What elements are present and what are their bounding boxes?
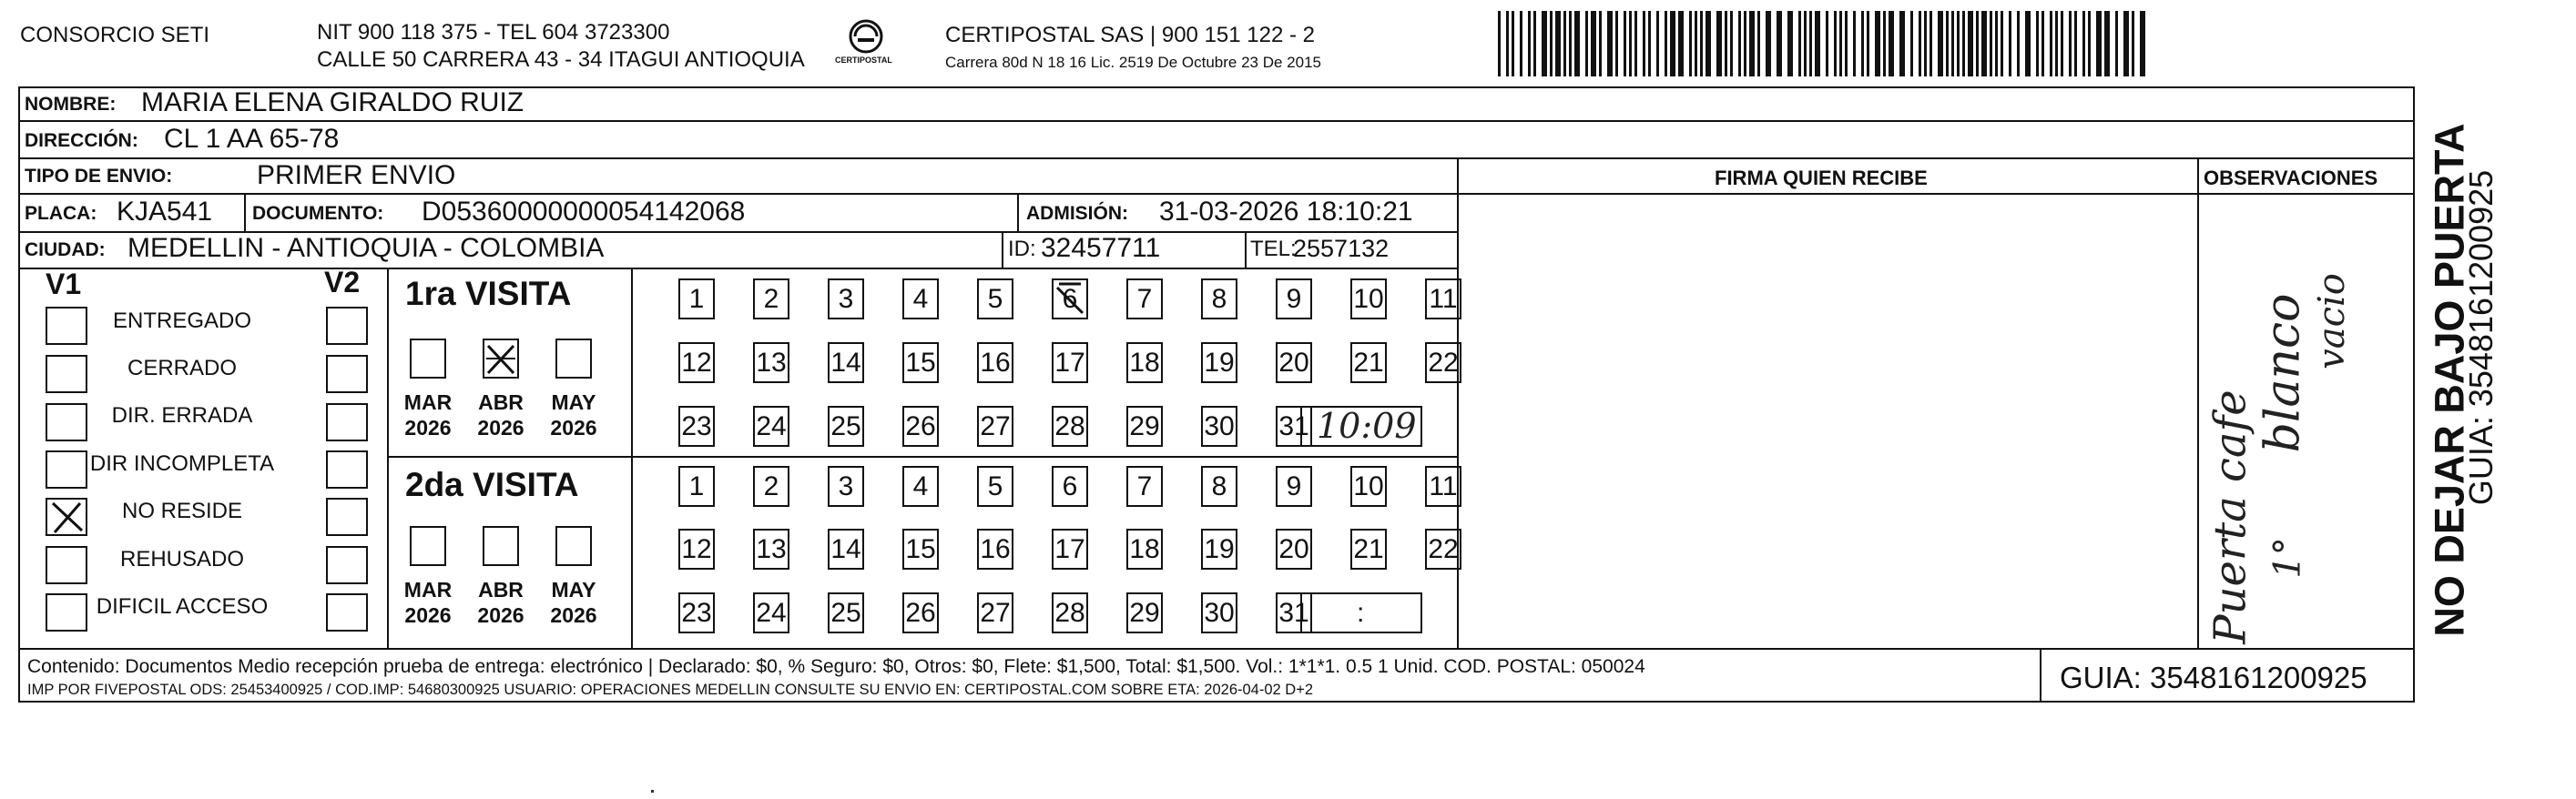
day-number: 16 (980, 347, 1011, 378)
barcode-bar (1695, 11, 1697, 76)
day-cell[interactable] (1052, 529, 1088, 570)
day-number: 7 (1136, 470, 1153, 501)
day-cell[interactable] (678, 406, 715, 447)
month-year: 2026 (404, 416, 452, 440)
day-number: 14 (830, 533, 861, 564)
day-cell[interactable] (678, 278, 715, 319)
day-number: 17 (1054, 347, 1085, 378)
barcode-bar (1951, 11, 1954, 76)
day-cell[interactable] (753, 592, 789, 633)
day-number: 22 (1428, 347, 1459, 378)
barcode-bar (1919, 11, 1921, 76)
day-cell[interactable] (902, 406, 939, 447)
day-cell[interactable] (828, 342, 864, 383)
day-cell[interactable] (1126, 342, 1163, 383)
day-number: 18 (1129, 347, 1160, 378)
v2-label: V2 (324, 266, 361, 298)
barcode-bar (1629, 11, 1632, 76)
barcode-bar (1981, 11, 1987, 76)
status-label: CERRADO (127, 356, 237, 380)
barcode-bar (1875, 11, 1880, 76)
day-cell[interactable] (678, 342, 715, 383)
barcode-bar (1804, 11, 1807, 76)
barcode-bar (1839, 11, 1842, 76)
day-number: 9 (1286, 283, 1302, 314)
month-year: 2026 (404, 603, 452, 627)
month-checkbox[interactable] (555, 526, 592, 566)
barcode-bar (1867, 11, 1869, 76)
day-number: 13 (756, 533, 787, 564)
month-year: 2026 (550, 416, 597, 440)
day-cell[interactable] (977, 592, 1013, 633)
barcode-bar (1569, 11, 1572, 76)
day-number: 19 (1204, 347, 1235, 378)
day-number: 31 (1278, 597, 1309, 628)
day-number: 23 (681, 597, 712, 628)
firma-label: FIRMA QUIEN RECIBE (1715, 167, 1928, 189)
barcode-bar (1591, 11, 1596, 76)
status-label: DIFICIL ACCESO (96, 594, 269, 619)
day-cell[interactable] (753, 278, 789, 319)
day-number: 6 (1062, 283, 1078, 314)
day-number: 7 (1136, 283, 1153, 314)
day-cell[interactable] (1052, 592, 1088, 633)
day-number: 14 (830, 347, 861, 378)
day-number: 29 (1129, 410, 1160, 441)
barcode (1498, 11, 2153, 76)
address-line: CALLE 50 CARRERA 43 - 34 ITAGUI ANTIOQUIA (317, 47, 805, 72)
second-visit-title: 2da VISITA (405, 466, 579, 503)
month-checkbox[interactable] (410, 526, 446, 566)
day-cell[interactable] (902, 342, 939, 383)
logo-text: CERTIPOSTAL (835, 56, 892, 65)
day-cell[interactable] (1276, 278, 1312, 319)
day-cell[interactable] (1126, 406, 1163, 447)
barcode-bar (1929, 11, 1932, 76)
day-number: 3 (838, 470, 854, 501)
status-label: REHUSADO (119, 547, 245, 571)
handwritten-obs-3: vacio (2310, 273, 2353, 369)
day-cell[interactable] (678, 466, 715, 507)
day-cell[interactable] (828, 406, 864, 447)
v2-checkbox[interactable] (326, 450, 368, 489)
tel-label: TEL: (1250, 237, 1297, 261)
day-number: 9 (1286, 470, 1302, 501)
day-cell[interactable] (1201, 529, 1237, 570)
barcode-bar (1555, 11, 1561, 76)
day-number: 6 (1062, 470, 1078, 501)
barcode-bar (1634, 11, 1637, 76)
day-number: 30 (1204, 410, 1235, 441)
day-cell[interactable] (902, 466, 939, 507)
barcode-bar (1766, 11, 1771, 76)
month-year: 2026 (477, 603, 524, 627)
day-number: 17 (1054, 533, 1085, 564)
month-name: ABR (478, 578, 524, 602)
barcode-bar (1990, 11, 1992, 76)
day-cell[interactable] (753, 406, 789, 447)
barcode-bar (2082, 11, 2085, 76)
nit-line: NIT 900 118 375 - TEL 604 3723300 (317, 20, 670, 45)
day-number: 10 (1353, 283, 1384, 314)
license-line: Carrera 80d N 18 16 Lic. 2519 De Octubre 23 De 2015 (945, 54, 1321, 71)
month-name: MAY (551, 390, 596, 414)
barcode-bar (1689, 11, 1692, 76)
v2-checkbox[interactable] (326, 546, 368, 584)
nombre-label: NOMBRE: (25, 94, 117, 115)
nombre-value: MARIA ELENA GIRALDO RUIZ (141, 87, 524, 117)
barcode-bar (2050, 11, 2052, 76)
day-cell[interactable] (1350, 278, 1387, 319)
day-number: 22 (1428, 533, 1459, 564)
day-cell[interactable] (828, 529, 864, 570)
month-checkbox[interactable] (483, 526, 519, 566)
barcode-bar (1643, 11, 1645, 76)
day-cell[interactable] (678, 529, 715, 570)
id-label: ID: (1008, 237, 1036, 261)
month-checkbox[interactable] (410, 339, 446, 379)
day-cell[interactable] (1425, 466, 1461, 507)
day-cell[interactable] (753, 529, 789, 570)
day-mark-icon (1054, 280, 1086, 318)
barcode-bar (1946, 11, 1949, 76)
handwritten-obs-4: 1° (2266, 537, 2309, 579)
v2-checkbox[interactable] (326, 593, 368, 632)
month-name: ABR (478, 390, 524, 414)
status-label: DIR. ERRADA (111, 403, 253, 428)
documento-label: DOCUMENTO: (252, 203, 384, 224)
day-number: 31 (1278, 410, 1309, 441)
second-visit-time: : (1357, 598, 1365, 628)
day-number: 23 (681, 410, 712, 441)
barcode-bar (1563, 11, 1566, 76)
barcode-bar (2132, 11, 2134, 76)
barcode-bar (1705, 11, 1711, 76)
day-cell[interactable] (1126, 592, 1163, 633)
barcode-bar (1607, 11, 1613, 76)
day-number: 24 (756, 410, 787, 441)
barcode-bar (2123, 11, 2129, 76)
day-number: 30 (1204, 597, 1235, 628)
day-cell[interactable] (977, 406, 1013, 447)
barcode-bar (1787, 11, 1793, 76)
day-number: 10 (1353, 470, 1384, 501)
barcode-bar (1957, 11, 1960, 76)
day-cell[interactable] (1126, 529, 1163, 570)
barcode-bar (1798, 11, 1801, 76)
company-name: CONSORCIO SETI (20, 23, 210, 47)
barcode-bar (2115, 11, 2118, 76)
barcode-bar (1738, 11, 1741, 76)
v2-checkbox[interactable] (326, 403, 368, 441)
certipostal-logo (833, 18, 899, 73)
barcode-bar (1599, 11, 1602, 76)
day-number: 11 (1429, 283, 1458, 314)
barcode-bar (1777, 11, 1782, 76)
day-number: 4 (912, 470, 929, 501)
tipo-label: TIPO DE ENVIO: (25, 166, 173, 187)
barcode-bar (2088, 11, 2091, 76)
footer-guia: GUIA: 3548161200925 (2060, 661, 2367, 694)
barcode-bar (1749, 11, 1755, 76)
day-number: 11 (1429, 470, 1458, 501)
day-number: 1 (688, 283, 705, 314)
barcode-bar (1542, 11, 1547, 76)
month-year: 2026 (477, 416, 524, 440)
day-number: 20 (1278, 347, 1309, 378)
certipostal-line: CERTIPOSTAL SAS | 900 151 122 - 2 (945, 23, 1315, 47)
day-cell[interactable] (678, 592, 715, 633)
day-cell[interactable] (753, 342, 789, 383)
day-cell[interactable] (977, 529, 1013, 570)
barcode-bar (1574, 11, 1580, 76)
day-number: 13 (756, 347, 787, 378)
v1-label: V1 (46, 268, 82, 300)
placa-label: PLACA: (25, 203, 97, 224)
barcode-bar (1815, 11, 1820, 76)
day-cell[interactable] (1201, 466, 1237, 507)
barcode-bar (1624, 11, 1626, 76)
day-cell[interactable] (1201, 342, 1237, 383)
placa-value: KJA541 (117, 197, 213, 227)
barcode-bar (1730, 11, 1733, 76)
month-name: MAY (551, 578, 596, 602)
day-cell[interactable] (1126, 466, 1163, 507)
barcode-bar (1826, 11, 1828, 76)
barcode-bar (1853, 11, 1856, 76)
day-number: 5 (987, 470, 1003, 501)
status-label: DIR INCOMPLETA (89, 451, 275, 476)
day-cell[interactable] (828, 466, 864, 507)
admision-label: ADMISIÓN: (1026, 203, 1128, 224)
day-number: 24 (756, 597, 787, 628)
day-cell[interactable] (1350, 466, 1387, 507)
day-number: 21 (1353, 533, 1384, 564)
check-x-icon (484, 340, 517, 377)
barcode-bar (1615, 11, 1618, 76)
day-number: 26 (905, 410, 936, 441)
day-number: 20 (1278, 533, 1309, 564)
day-number: 1 (688, 470, 705, 501)
day-cell[interactable] (1201, 278, 1237, 319)
barcode-bar (1924, 11, 1927, 76)
barcode-bar (1995, 11, 1998, 76)
day-cell[interactable] (902, 529, 939, 570)
barcode-bar (1938, 11, 1943, 76)
tipo-value: PRIMER ENVIO (257, 160, 456, 190)
barcode-bar (2017, 11, 2020, 76)
barcode-bar (1656, 11, 1659, 76)
ciudad-label: CIUDAD: (25, 239, 106, 260)
barcode-bar (2140, 11, 2145, 76)
side-text (2418, 86, 2576, 703)
month-year: 2026 (550, 603, 597, 627)
handwritten-obs-1: Puerta cafe (2204, 389, 2256, 644)
v2-checkbox[interactable] (326, 498, 368, 536)
direccion-value: CL 1 AA 65-78 (164, 124, 340, 154)
day-number: 21 (1353, 347, 1384, 378)
barcode-bars (1498, 11, 2153, 76)
day-number: 26 (905, 597, 936, 628)
day-number: 8 (1211, 470, 1227, 501)
side-main-text: NO DEJAR BAJO PUERTA (2426, 123, 2473, 637)
barcode-bar (1910, 11, 1913, 76)
month-checkbox[interactable] (555, 339, 592, 379)
day-number: 3 (838, 283, 854, 314)
barcode-bar (1665, 11, 1667, 76)
barcode-bar (1498, 11, 1501, 76)
day-cell[interactable] (1052, 466, 1088, 507)
barcode-bar (1962, 11, 1965, 76)
day-cell[interactable] (1350, 529, 1387, 570)
first-visit-title: 1ra VISITA (405, 275, 572, 312)
barcode-bar (1528, 11, 1531, 76)
day-number: 19 (1204, 533, 1235, 564)
status-label: ENTREGADO (112, 308, 251, 333)
documento-value: D05360000000054142068 (422, 197, 746, 227)
day-cell[interactable] (1052, 406, 1088, 447)
day-cell[interactable] (753, 466, 789, 507)
first-visit-time: 10:09 (1317, 406, 1417, 446)
day-cell[interactable] (828, 592, 864, 633)
handwritten-obs-2: blanco (2255, 293, 2311, 453)
day-number: 8 (1211, 283, 1227, 314)
month-name: MAR (403, 390, 453, 414)
imp-line: IMP POR FIVEPOSTAL ODS: 25453400925 / COD.IMP: 54680300925 USUARIO: OPERACIONES MEDELLIN CONSULTE SU ENVIO EN: CERTIPOSTAL.COM SOBRE ETA: 2026-04-02 D+2 (27, 682, 1314, 698)
day-number: 12 (681, 347, 712, 378)
barcode-bar (1648, 11, 1651, 76)
day-cell[interactable] (828, 278, 864, 319)
day-cell[interactable] (977, 278, 1013, 319)
barcode-bar (1700, 11, 1703, 76)
barcode-bar (1520, 11, 1522, 76)
day-cell[interactable] (1126, 278, 1163, 319)
month-name: MAR (403, 578, 453, 602)
day-number: 28 (1054, 410, 1085, 441)
v2-checkbox[interactable] (326, 355, 368, 393)
month-checkbox[interactable] (483, 339, 519, 379)
barcode-bar (1883, 11, 1886, 76)
day-cell[interactable] (1201, 406, 1237, 447)
barcode-bar (1725, 11, 1727, 76)
ciudad-value: MEDELLIN - ANTIOQUIA - COLOMBIA (127, 233, 605, 263)
day-number: 25 (830, 597, 861, 628)
v2-checkbox[interactable] (326, 307, 368, 345)
day-cell[interactable] (1276, 529, 1312, 570)
day-number: 27 (980, 597, 1011, 628)
barcode-bar (2036, 11, 2039, 76)
day-cell[interactable] (1052, 278, 1088, 319)
tel-value: 2557132 (1293, 235, 1390, 262)
admision-value: 31-03-2026 18:10:21 (1159, 197, 1413, 227)
barcode-bar (2009, 11, 2011, 76)
day-cell[interactable] (1425, 342, 1461, 383)
barcode-bar (1585, 11, 1588, 76)
day-cell[interactable] (977, 466, 1013, 507)
barcode-bar (1533, 11, 1536, 76)
barcode-bar (1861, 11, 1864, 76)
signature-area (1459, 195, 2195, 646)
barcode-bar (1512, 11, 1514, 76)
barcode-bar (1834, 11, 1837, 76)
barcode-bar (2069, 11, 2072, 76)
day-number: 2 (763, 283, 779, 314)
day-number: 18 (1129, 533, 1160, 564)
barcode-bar (1809, 11, 1812, 76)
barcode-bar (1845, 11, 1848, 76)
barcode-bar (2041, 11, 2044, 76)
barcode-bar (2074, 11, 2077, 76)
barcode-bar (1968, 11, 1973, 76)
barcode-bar (1670, 11, 1675, 76)
barcode-bar (2104, 11, 2110, 76)
barcode-bar (1550, 11, 1553, 76)
barcode-bar (2055, 11, 2058, 76)
second-visit-time-box[interactable] (1300, 592, 1422, 633)
day-cell[interactable] (1052, 342, 1088, 383)
day-number: 5 (987, 283, 1003, 314)
barcode-bar (1899, 11, 1905, 76)
day-number: 2 (763, 470, 779, 501)
barcode-bar (1976, 11, 1979, 76)
contenido-line: Contenido: Documentos Medio recepción prueba de entrega: electrónico | Declarado: $0, % Seguro: $0, Otros: $0, Flete: $1,500, Total: $1,500. Vol.: 1*1*1. 0.5 1 Unid. COD. POSTAL: 050024 (27, 656, 1645, 677)
day-cell[interactable] (1350, 342, 1387, 383)
bottom-mark (651, 790, 654, 793)
barcode-bar (1716, 11, 1722, 76)
first-visit-time-box[interactable] (1300, 406, 1422, 447)
day-cell[interactable] (977, 342, 1013, 383)
id-value: 32457711 (1041, 233, 1161, 263)
day-cell[interactable] (1201, 592, 1237, 633)
day-cell[interactable] (902, 592, 939, 633)
day-cell[interactable] (1425, 529, 1461, 570)
barcode-bar (2096, 11, 2102, 76)
day-number: 25 (830, 410, 861, 441)
certipostal-logo-icon (833, 18, 899, 73)
barcode-bar (2001, 11, 2003, 76)
day-cell[interactable] (1276, 342, 1312, 383)
day-number: 15 (905, 533, 936, 564)
status-label: NO RESIDE (121, 499, 243, 523)
handwritten-observations (2204, 218, 2404, 644)
barcode-bar (1678, 11, 1684, 76)
day-number: 4 (912, 283, 929, 314)
direccion-label: DIRECCIÓN: (25, 130, 138, 151)
barcode-bar (2061, 11, 2063, 76)
barcode-bar (1506, 11, 1509, 76)
day-number: 15 (905, 347, 936, 378)
day-number: 12 (681, 533, 712, 564)
day-number: 16 (980, 533, 1011, 564)
barcode-bar (1757, 11, 1760, 76)
side-guia-text: GUIA: 3548161200925 (2462, 169, 2500, 506)
day-number: 28 (1054, 597, 1085, 628)
observaciones-label: OBSERVACIONES (2204, 167, 2378, 189)
barcode-bar (2025, 11, 2031, 76)
day-cell[interactable] (902, 278, 939, 319)
day-cell[interactable] (1425, 278, 1461, 319)
day-number: 27 (980, 410, 1011, 441)
day-cell[interactable] (1276, 466, 1312, 507)
barcode-bar (1744, 11, 1746, 76)
barcode-bar (1889, 11, 1894, 76)
day-number: 29 (1129, 597, 1160, 628)
